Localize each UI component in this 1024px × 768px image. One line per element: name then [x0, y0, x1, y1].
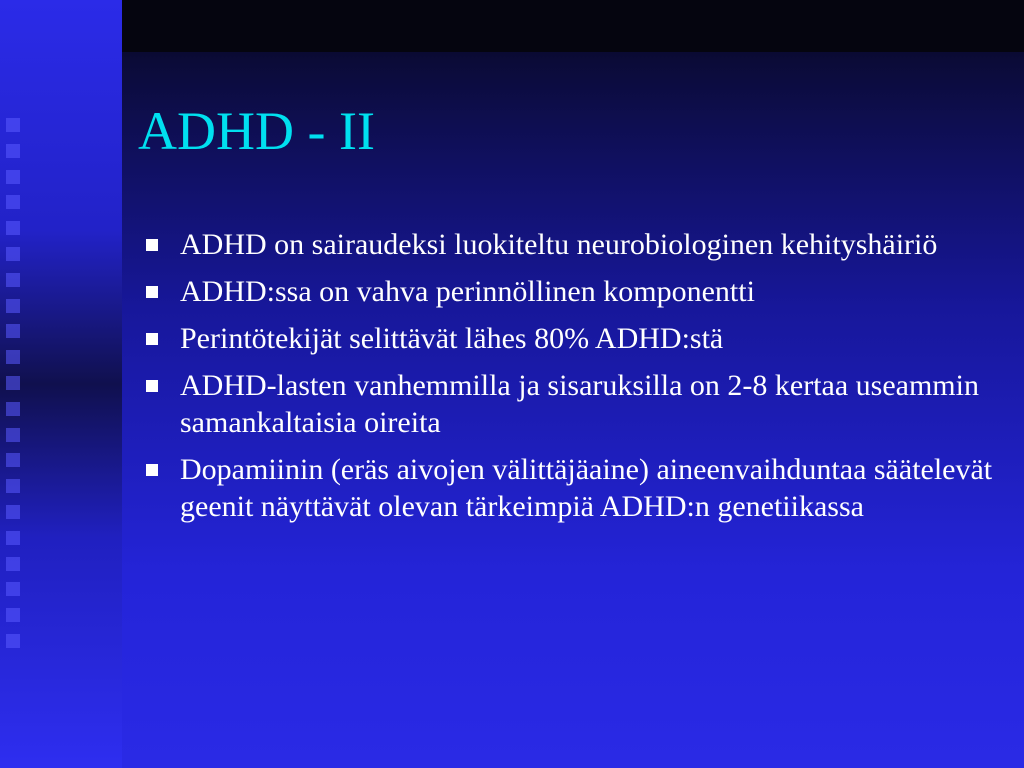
decorative-square: [6, 170, 20, 184]
decorative-square: [6, 608, 20, 622]
decorative-square: [6, 350, 20, 364]
decorative-square: [6, 531, 20, 545]
decorative-square: [6, 195, 20, 209]
bullet-text: ADHD on sairaudeksi luokiteltu neurobiologinen kehityshäiriö: [180, 228, 938, 261]
decorative-square: [6, 273, 20, 287]
square-bullet-icon: [146, 333, 158, 345]
decorative-square: [6, 453, 20, 467]
square-bullet-icon: [146, 464, 158, 476]
bullet-item: [144, 320, 1004, 357]
square-bullet-icon: [146, 286, 158, 298]
bullet-text: ADHD:ssa on vahva perinnöllinen komponentti: [180, 275, 755, 308]
bullet-item: [144, 226, 1004, 263]
bullet-item: [144, 451, 1004, 525]
decorative-square: [6, 144, 20, 158]
decorative-square: [6, 557, 20, 571]
decorative-square: [6, 299, 20, 313]
decorative-squares: [6, 118, 26, 658]
square-bullet-icon: [146, 239, 158, 251]
decorative-square: [6, 118, 20, 132]
bullet-item: [144, 367, 1004, 441]
decorative-square: [6, 402, 20, 416]
bullet-text: Dopamiinin (eräs aivojen välittäjäaine) aineenvaihduntaa säätelevät geenit näyttävät olevan tärkeimpiä ADHD:n genetiikassa: [180, 453, 993, 523]
decorative-square: [6, 634, 20, 648]
decorative-square: [6, 505, 20, 519]
decorative-square: [6, 324, 20, 338]
decorative-square: [6, 582, 20, 596]
bullet-item: [144, 273, 1004, 310]
bullet-list: [144, 226, 1004, 535]
bullet-text: ADHD-lasten vanhemmilla ja sisaruksilla on 2-8 kertaa useammin samankaltaisia oireita: [180, 369, 979, 439]
square-bullet-icon: [146, 380, 158, 392]
slide-title: ADHD - II: [138, 101, 375, 161]
decorative-square: [6, 376, 20, 390]
top-dark-band: [122, 0, 1024, 52]
decorative-square: [6, 428, 20, 442]
decorative-square: [6, 221, 20, 235]
decorative-square: [6, 247, 20, 261]
decorative-square: [6, 479, 20, 493]
bullet-text: Perintötekijät selittävät lähes 80% ADHD:stä: [180, 322, 724, 355]
